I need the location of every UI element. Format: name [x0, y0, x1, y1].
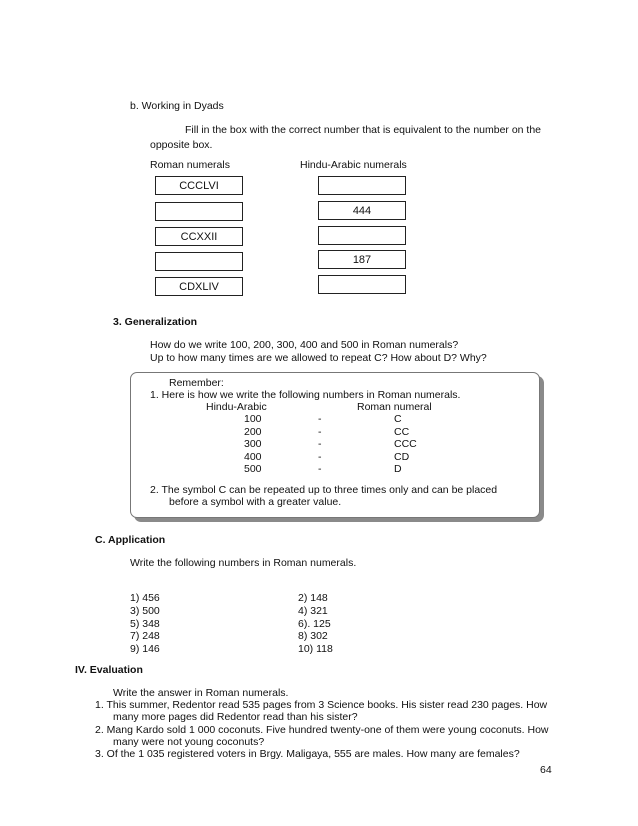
arabic-value: 200 — [244, 425, 262, 438]
remember-box — [130, 372, 540, 518]
arabic-box-1[interactable] — [318, 176, 406, 195]
arabic-value: 100 — [244, 413, 262, 425]
dyads-instruction-line2: opposite box. — [150, 139, 213, 151]
list-item: 10) 118 — [298, 643, 333, 656]
remember-item-2-line1: 2. The symbol C can be repeated up to three times only and can be placed — [150, 484, 498, 496]
remember-item-2-line2: before a symbol with a greater value. — [169, 496, 342, 508]
generalization-heading: 3. Generalization — [113, 316, 198, 328]
evaluation-heading: IV. Evaluation — [75, 664, 143, 676]
page-number: 64 — [540, 764, 552, 776]
arabic-value: 300 — [244, 438, 262, 450]
arabic-box-2[interactable]: 444 — [318, 201, 406, 220]
list-item: 5) 348 — [130, 617, 160, 630]
roman-column — [394, 413, 417, 476]
list-item: 3) 500 — [130, 604, 160, 617]
dash: - — [318, 463, 322, 475]
list-item: 8) 302 — [298, 630, 328, 643]
dash: - — [318, 425, 322, 438]
evaluation-question-1-line1: 1. This summer, Redentor read 535 pages from 3 Science books. His sister read 230 pages. How — [95, 699, 548, 711]
evaluation-question-2-line1: 2. Mang Kardo sold 1 000 coconuts. Five hundred twenty-one of them were young coconuts. How — [95, 724, 549, 736]
evaluation-question-1-line2: many more pages did Redentor read than his sister? — [113, 711, 358, 723]
roman-value: C — [394, 413, 402, 425]
evaluation-question-3: 3. Of the 1 035 registered voters in Brgy. Maligaya, 555 are males. How many are females? — [95, 748, 520, 760]
dash: - — [318, 438, 322, 450]
table-header-roman: Roman numeral — [357, 401, 432, 413]
roman-value: D — [394, 463, 402, 475]
list-item: 9) 146 — [130, 643, 160, 656]
dyads-heading: b. Working in Dyads — [130, 100, 224, 112]
hindu-arabic-header: Hindu-Arabic numerals — [300, 159, 407, 171]
evaluation-instruction: Write the answer in Roman numerals. — [113, 687, 289, 699]
arabic-box-3[interactable] — [318, 226, 406, 245]
arabic-box-4[interactable]: 187 — [318, 250, 406, 269]
arabic-value: 500 — [244, 463, 262, 475]
dyads-instruction-line1: Fill in the box with the correct number that is equivalent to the number on the — [185, 124, 542, 136]
evaluation-question-2-line2: many were not young coconuts? — [113, 736, 265, 748]
list-item: 2) 148 — [298, 592, 328, 604]
generalization-question-1: How do we write 100, 200, 300, 400 and 500 in Roman numerals? — [150, 339, 459, 351]
generalization-question-2: Up to how many times are we allowed to repeat C? How about D? Why? — [150, 352, 487, 364]
roman-box-2[interactable] — [155, 202, 243, 221]
roman-box-5[interactable]: CDXLIV — [155, 277, 243, 296]
list-item: 1) 456 — [130, 592, 160, 604]
arabic-box-5[interactable] — [318, 275, 406, 294]
roman-numerals-header: Roman numerals — [150, 159, 230, 171]
arabic-column — [244, 413, 262, 476]
roman-value: CC — [394, 425, 410, 438]
table-header-arabic: Hindu-Arabic — [206, 401, 267, 413]
roman-box-3[interactable]: CCXXII — [155, 227, 243, 246]
remember-title: Remember: — [169, 377, 224, 389]
roman-value: CD — [394, 450, 410, 463]
dash: - — [318, 413, 322, 425]
application-left-list — [130, 592, 160, 656]
roman-value: CCC — [394, 438, 417, 450]
application-heading: C. Application — [95, 534, 166, 546]
application-right-list — [298, 592, 333, 656]
roman-box-4[interactable] — [155, 252, 243, 271]
list-item: 7) 248 — [130, 630, 160, 643]
dash-column — [318, 413, 322, 476]
list-item: 6). 125 — [298, 617, 331, 630]
remember-item-1: 1. Here is how we write the following numbers in Roman numerals. — [150, 389, 461, 401]
roman-box-1[interactable]: CCCLVI — [155, 176, 243, 195]
application-instruction: Write the following numbers in Roman numerals. — [130, 557, 357, 569]
arabic-value: 400 — [244, 450, 262, 463]
list-item: 4) 321 — [298, 604, 328, 617]
dash: - — [318, 450, 322, 463]
